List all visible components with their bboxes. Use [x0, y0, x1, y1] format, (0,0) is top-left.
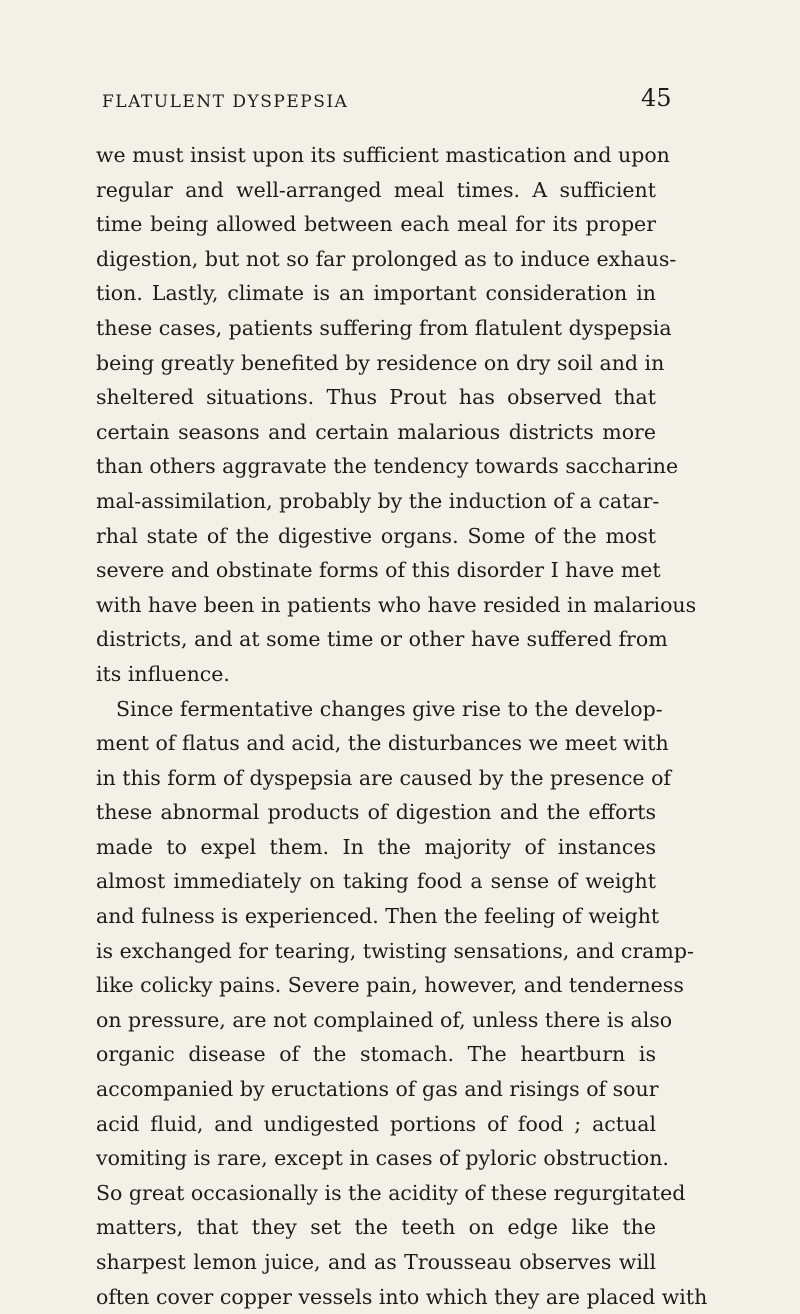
running-title: FLATULENT DYSPEPSIA	[102, 92, 349, 112]
text-line: these abnormal products of digestion and the efforts	[96, 800, 656, 825]
text-line: organic disease of the stomach. The heartburn is	[96, 1042, 656, 1067]
text-line: ment of flatus and acid, the disturbances we meet with	[96, 731, 669, 756]
text-line: on pressure, are not complained of, unless there is also	[96, 1007, 673, 1032]
text-line: certain seasons and certain malarious districts more	[96, 419, 656, 444]
text-line: accompanied by eructations of gas and risings of sour	[96, 1077, 659, 1102]
paragraph-start-line: Since fermentative changes give rise to the develop-	[116, 696, 663, 721]
text-line: made to expel them. In the majority of instances	[96, 834, 656, 859]
text-line: and fulness is experienced. Then the feeling of weight	[96, 904, 660, 929]
page-number: 45	[641, 84, 672, 112]
text-line: being greatly benefited by residence on dry soil and in	[96, 350, 665, 375]
text-line: sharpest lemon juice, and as Trousseau observes will	[96, 1250, 656, 1274]
text-line: sheltered situations. Thus Prout has observed that	[96, 385, 656, 410]
text-line: with have been in patients who have resided in malarious	[96, 592, 697, 617]
text-line: digestion, but not so far prolonged as to induce exhaus-	[96, 246, 677, 271]
text-line: regular and well-arranged meal times. A sufficient	[96, 177, 656, 202]
text-line: these cases, patients suffering from flatulent dyspepsia	[96, 315, 672, 340]
paragraph-end-line: its influence.	[96, 661, 230, 686]
text-line: acid fluid, and undigested portions of food ; actual	[96, 1111, 656, 1136]
text-line: matters, that they set the teeth on edge like the	[96, 1215, 656, 1240]
text-line: severe and obstinate forms of this disorder I have met	[96, 558, 661, 583]
text-line: is exchanged for tearing, twisting sensations, and cramp-	[96, 938, 694, 963]
text-line: than others aggravate the tendency towards saccharine	[96, 454, 679, 479]
text-line: in this form of dyspepsia are caused by the presence of	[96, 765, 672, 790]
running-head	[96, 84, 672, 124]
body-text	[96, 138, 708, 1314]
text-line: districts, and at some time or other have suffered from	[96, 627, 668, 652]
text-line: often cover copper vessels into which they are placed with	[96, 1284, 708, 1309]
text-line: mal-assimilation, probably by the induction of a catar-	[96, 488, 660, 513]
text-line: almost immediately on taking food a sense of weight	[96, 869, 656, 894]
text-line: vomiting is rare, except in cases of pyloric obstruction.	[96, 1146, 669, 1171]
text-line: tion. Lastly, climate is an important consideration in	[96, 281, 656, 306]
text-line: rhal state of the digestive organs. Some of the most	[96, 523, 656, 548]
text-line: like colicky pains. Severe pain, however, and tenderness	[96, 973, 684, 998]
text-line: we must insist upon its sufficient mastication and upon	[96, 143, 670, 167]
text-line: So great occasionally is the acidity of these regurgitated	[96, 1180, 686, 1205]
text-line: time being allowed between each meal for its proper	[96, 212, 656, 237]
